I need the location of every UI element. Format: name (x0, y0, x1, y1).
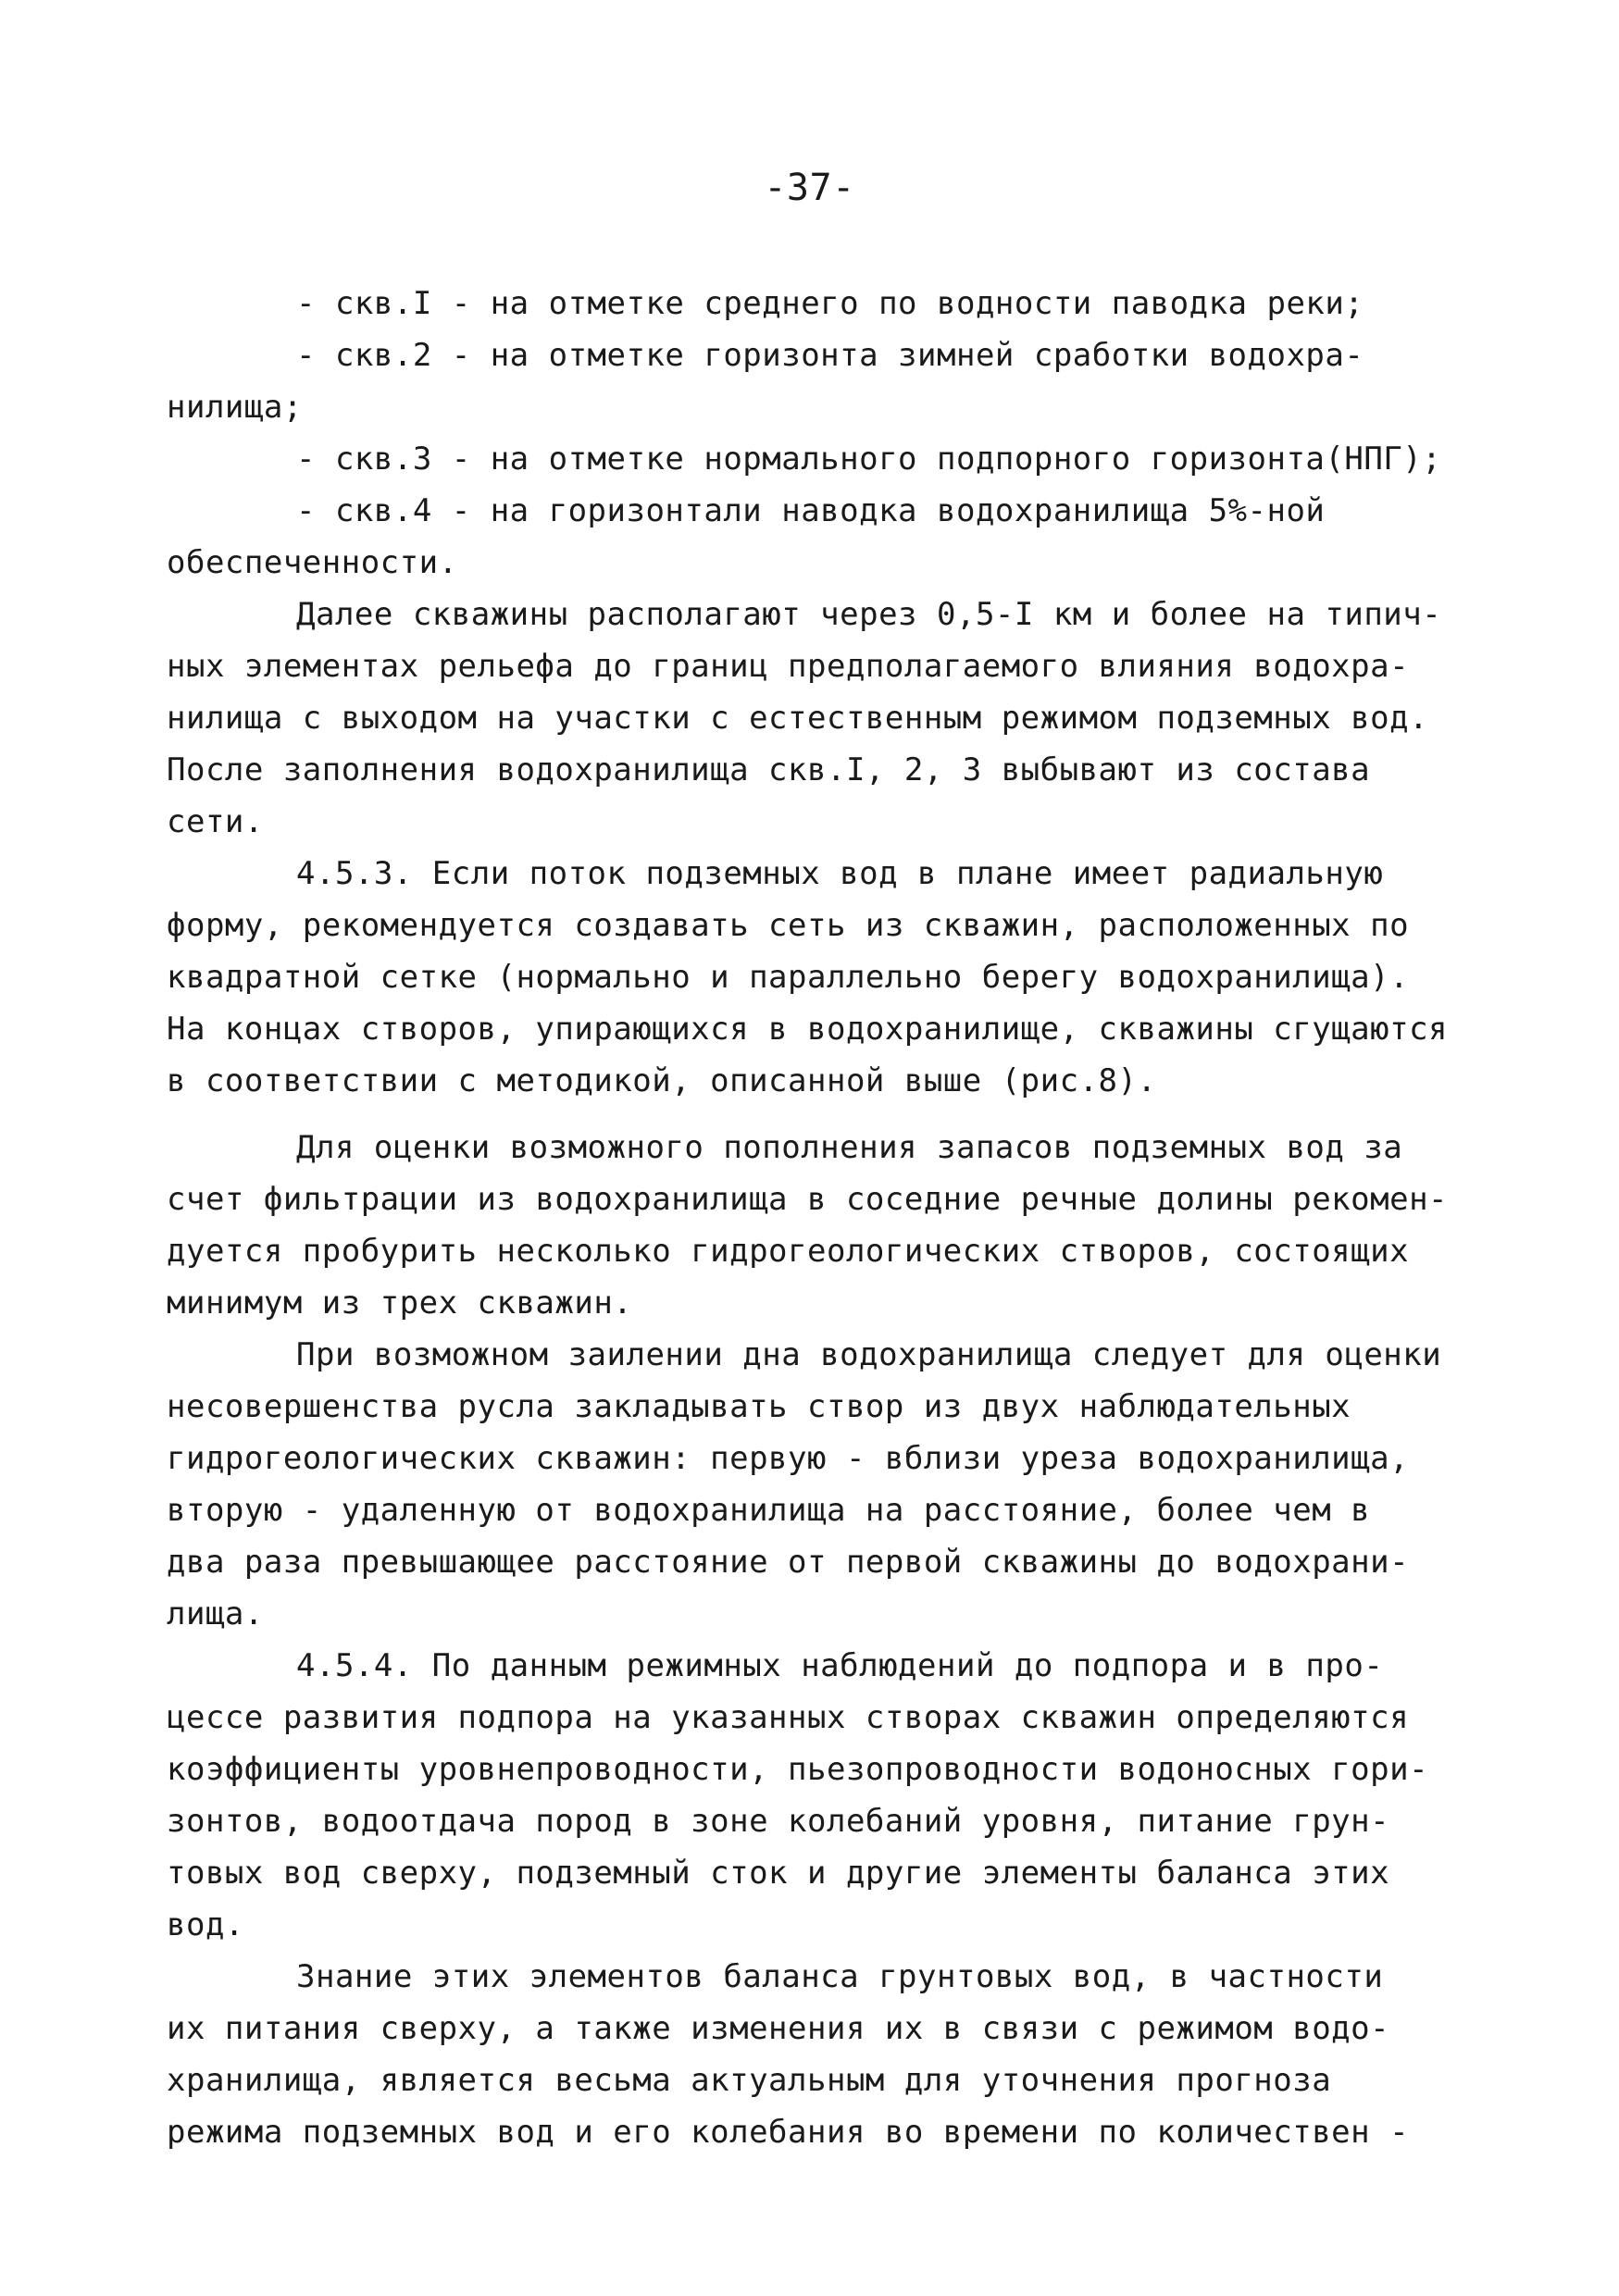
text-line: - скв.I - на отметке среднего по водности паводка реки; (296, 285, 1364, 322)
text-line: вторую - удаленную от водохранилища на расстояние, более чем в (167, 1492, 1371, 1529)
text-line: коэффициенты уровнепроводности, пьезопроводности водоносных гори- (167, 1751, 1429, 1788)
section-4-5-4: 4.5.4. По данным режимных наблюдений до подпора и в про- (296, 1647, 1384, 1684)
paragraph-start: При возможном заилении дна водохранилища следует для оценки (296, 1336, 1442, 1373)
text-line: форму, рекомендуется создавать сеть из скважин, расположенных по (167, 907, 1410, 944)
paragraph-start: Знание этих элементов баланса грунтовых вод, в частности (296, 1958, 1384, 1995)
text-line: вод. (167, 1906, 244, 1943)
text-line: - скв.3 - на отметке нормального подпорного горизонта(НПГ); (296, 441, 1442, 478)
text-line: гидрогеологических скважин: первую - вблизи уреза водохранилища, (167, 1440, 1410, 1477)
text-line: нилища с выходом на участки с естественным режимом подземных вод. (167, 700, 1429, 737)
text-line: квадратной сетке (нормально и параллельно берегу водохранилища). (167, 959, 1410, 996)
text-line: несовершенства русла закладывать створ из двух наблюдательных (167, 1388, 1351, 1425)
body-text (167, 278, 1481, 2158)
text-line: нилища; (167, 389, 303, 426)
text-line: их питания сверху, а также изменения их в связи с режимом водо- (167, 2010, 1390, 2047)
text-line: На концах створов, упирающихся в водохранилище, скважины сгущаются (167, 1011, 1449, 1048)
text-line: минимум из трех скважин. (167, 1285, 633, 1322)
text-line: счет фильтрации из водохранилища в соседние речные долины рекомен- (167, 1181, 1449, 1218)
text-line: После заполнения водохранилища скв.I, 2, 3 выбывают из состава (167, 751, 1371, 788)
text-line: цессе развития подпора на указанных створах скважин определяются (167, 1699, 1410, 1736)
text-line: два раза превышающее расстояние от первой скважины до водохрани- (167, 1544, 1410, 1581)
text-line: в соответствии с методикой, описанной выше (рис.8). (167, 1062, 1157, 1099)
page-number: -37- (764, 167, 855, 209)
text-line: - скв.4 - на горизонтали наводка водохранилища 5%-ной (296, 492, 1326, 529)
text-line: дуется пробурить несколько гидрогеологических створов, состоящих (167, 1233, 1410, 1270)
text-line: сети. (167, 803, 264, 840)
text-line: режима подземных вод и его колебания во времени по количествен - (167, 2114, 1410, 2151)
text-line: хранилища, является весьма актуальным для уточнения прогноза (167, 2062, 1332, 2099)
section-4-5-3: 4.5.3. Если поток подземных вод в плане имеет радиальную (296, 855, 1384, 892)
text-line: лища. (167, 1595, 264, 1632)
paragraph-start: Далее скважины располагают через 0,5-I км и более на типич- (296, 596, 1442, 633)
paragraph-start: Для оценки возможного пополнения запасов подземных вод за (296, 1129, 1403, 1166)
text-line: обеспеченности. (167, 544, 458, 581)
text-line: - скв.2 - на отметке горизонта зимней сработки водохра- (296, 337, 1364, 374)
text-line: ных элементах рельефа до границ предполагаемого влияния водохра- (167, 648, 1410, 685)
text-line: зонтов, водоотдача пород в зоне колебаний уровня, питание грун- (167, 1803, 1390, 1840)
text-line: товых вод сверху, подземный сток и другие элементы баланса этих (167, 1855, 1390, 1892)
